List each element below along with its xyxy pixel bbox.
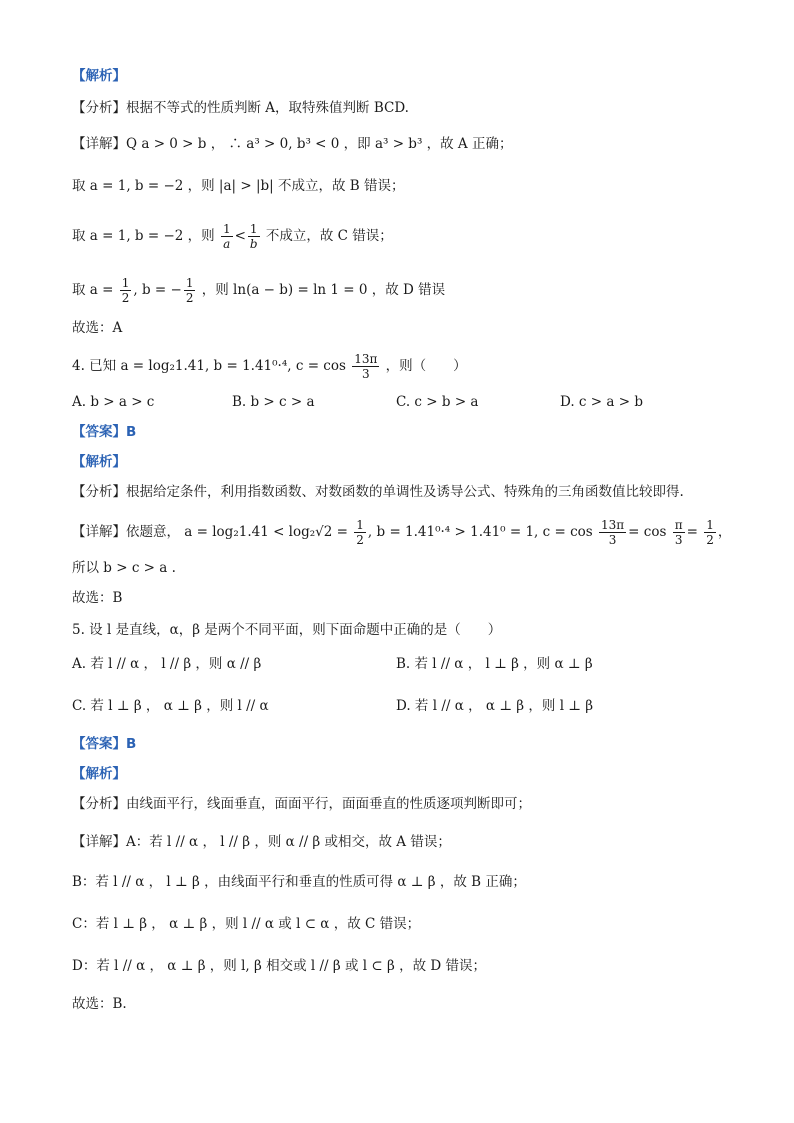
- denominator: 3: [361, 367, 370, 381]
- text-span: 不成立，故 C 错误；: [265, 228, 393, 244]
- text-span: ，: [717, 524, 732, 540]
- question-4-stem: [72, 352, 734, 381]
- text-span: , b = −: [133, 282, 182, 298]
- denominator: 2: [185, 291, 194, 305]
- option-b: B. b > c > a: [232, 394, 315, 410]
- option-b: B. 若 l // α ， l ⊥ β ，则 α ⊥ β: [396, 656, 593, 672]
- detail-line: [72, 518, 734, 547]
- option-c: C. 若 l ⊥ β ， α ⊥ β ，则 l // α: [72, 698, 269, 714]
- denominator: 2: [356, 533, 364, 547]
- analysis-line: 【分析】根据不等式的性质判断 A，取特殊值判断 BCD.: [72, 100, 409, 116]
- question-4-options: [72, 392, 734, 412]
- fraction-1-over-a: [221, 222, 233, 251]
- text-span: 取 a =: [72, 282, 114, 298]
- text-span: ，则 ln(a − b) = ln 1 = 0 ，故 D 错误: [201, 282, 446, 298]
- option-a: A. b > a > c: [72, 394, 155, 410]
- text-span: ，则（ ）: [385, 358, 467, 374]
- answer-choice-line: 故选：B.: [72, 996, 127, 1012]
- detail-line: B：若 l // α ， l ⊥ β ，由线面平行和垂直的性质可得 α ⊥ β ，故 B 正确；: [72, 874, 526, 890]
- fraction-1-over-2: [184, 276, 196, 305]
- denominator: 2: [706, 533, 714, 547]
- fraction-1-over-2: [354, 518, 366, 547]
- analysis-line: 【分析】由线面平行，线面垂直，面面平行，面面垂直的性质逐项判断即可；: [72, 796, 531, 812]
- question-5-stem: 5. 设 l 是直线，α，β 是两个不同平面，则下面命题中正确的是（ ）: [72, 622, 502, 638]
- denominator: 3: [608, 533, 617, 547]
- fraction-13pi-over-3: [352, 352, 379, 381]
- option-d: D. c > a > b: [560, 394, 643, 410]
- answer-label: 【答案】B: [72, 736, 137, 752]
- detail-line: 所以 b > c > a .: [72, 560, 176, 576]
- detail-line: 取 a = 1, b = −2 ，则 |a| > |b| 不成立，故 B 错误；: [72, 178, 405, 194]
- answer-choice-line: 故选：B: [72, 590, 123, 606]
- text-span: =: [686, 524, 698, 540]
- detail-line: C：若 l ⊥ β ， α ⊥ β ，则 l // α 或 l ⊂ α ，故 C 错误；: [72, 916, 421, 932]
- detail-line: 【详解】Q a > 0 > b ， ∴ a³ > 0, b³ < 0 ，即 a³ > b³ ，故 A 正确；: [72, 136, 513, 152]
- fraction-13pi-over-3: [599, 518, 626, 547]
- option-c: C. c > b > a: [396, 394, 479, 410]
- denominator: 3: [674, 533, 683, 547]
- question-5-options-row-1: [72, 654, 734, 674]
- detail-line: 【详解】A：若 l // α ， l // β ，则 α // β 或相交，故 A 错误；: [72, 834, 451, 850]
- fraction-pi-over-3: [673, 518, 685, 547]
- detail-line: [72, 276, 734, 305]
- answer-label: 【答案】B: [72, 424, 137, 440]
- numerator: 1: [185, 276, 194, 290]
- numerator: 1: [356, 518, 364, 532]
- denominator: b: [249, 237, 258, 251]
- text-span: 取 a = 1, b = −2 ，则: [72, 228, 215, 244]
- numerator: 13π: [601, 518, 625, 532]
- option-a: A. 若 l // α ， l // β ，则 α // β: [72, 656, 262, 672]
- option-d: D. 若 l // α ， α ⊥ β ，则 l ⊥ β: [396, 698, 594, 714]
- question-5-options-row-2: [72, 696, 734, 716]
- numerator: 1: [222, 222, 231, 236]
- fraction-1-over-2: [120, 276, 132, 305]
- numerator: 1: [121, 276, 130, 290]
- less-than: <: [234, 228, 246, 244]
- section-label-jiexi: 【解析】: [72, 68, 126, 84]
- denominator: 2: [121, 291, 130, 305]
- section-label-jiexi: 【解析】: [72, 454, 126, 470]
- denominator: a: [223, 237, 231, 251]
- detail-line: [72, 222, 734, 251]
- fraction-1-over-2: [704, 518, 716, 547]
- fraction-1-over-b: [248, 222, 260, 251]
- numerator: 13π: [354, 352, 378, 366]
- analysis-line: 【分析】根据给定条件，利用指数函数、对数函数的单调性及诱导公式、特殊角的三角函数值比较即得.: [72, 484, 684, 500]
- numerator: 1: [706, 518, 714, 532]
- text-span: 4. 已知 a = log₂1.41, b = 1.41⁰·⁴, c = cos: [72, 358, 346, 374]
- answer-choice-line: 故选：A: [72, 320, 123, 336]
- numerator: π: [674, 518, 683, 532]
- text-span: , b = 1.41⁰·⁴ > 1.41⁰ = 1, c = cos: [367, 524, 593, 540]
- detail-line: D：若 l // α ， α ⊥ β ，则 l, β 相交或 l // β 或 l ⊂ β ，故 D 错误；: [72, 958, 486, 974]
- numerator: 1: [248, 222, 260, 237]
- text-span: = cos: [628, 524, 667, 540]
- text-span: 【详解】依题意， a = log₂1.41 < log₂√2 =: [72, 524, 348, 540]
- section-label-jiexi: 【解析】: [72, 766, 126, 782]
